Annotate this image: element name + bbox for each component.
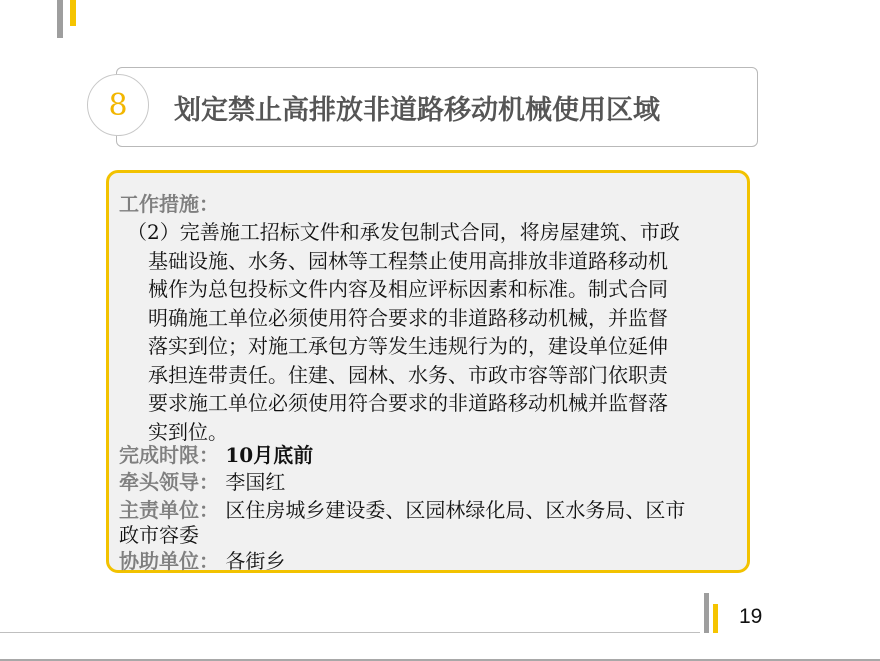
measures-line: 要求施工单位必须使用符合要求的非道路移动机械并监督落: [148, 391, 668, 415]
assist-row: [119, 548, 285, 574]
leader-row: [119, 469, 285, 495]
measures-line: （2）完善施工招标文件和承发包制式合同，将房屋建筑、市政: [127, 220, 680, 244]
measures-line: 基础设施、水务、园林等工程禁止使用高排放非道路移动机: [148, 248, 668, 273]
measures-line: 落实到位；对施工承包方等发生违规行为的，建设单位延伸: [148, 334, 668, 358]
responsible-value-line2: 政市容委: [119, 523, 199, 547]
deadline-value: 10月底前: [225, 443, 314, 467]
leader-label: 牵头领导：: [119, 470, 219, 494]
footer-gray-bar: [704, 593, 709, 633]
deadline-label: 完成时限：: [119, 443, 219, 467]
measures-line: 械作为总包投标文件内容及相应评标因素和标准。制式合同: [148, 277, 668, 301]
deadline-row: [119, 442, 313, 468]
measures-line: 明确施工单位必须使用符合要求的非道路移动机械，并监督: [148, 305, 668, 330]
measures-paragraph: [127, 218, 739, 446]
decorative-gray-bar-top: [57, 0, 63, 38]
decorative-yellow-bar-top: [70, 0, 76, 26]
responsible-row: [119, 497, 685, 523]
footer-yellow-bar: [713, 604, 718, 633]
responsible-label: 主责单位：: [119, 498, 219, 522]
measures-line: 实到位。: [148, 419, 228, 444]
measures-label: 工作措施：: [119, 192, 219, 216]
section-number-badge: 8: [87, 74, 149, 136]
assist-label: 协助单位：: [119, 549, 219, 573]
slide-title: 划定禁止高排放非道路移动机械使用区域: [174, 95, 660, 126]
assist-value: 各街乡: [225, 549, 286, 573]
page-number: 19: [739, 605, 763, 628]
responsible-value-line1: 区住房城乡建设委、区园林绿化局、区水务局、区市: [225, 498, 686, 522]
leader-value: 李国红: [225, 470, 286, 494]
footer-divider: [0, 632, 700, 633]
measures-line: 承担连带责任。住建、园林、水务、市政市容等部门依职责: [148, 362, 668, 387]
